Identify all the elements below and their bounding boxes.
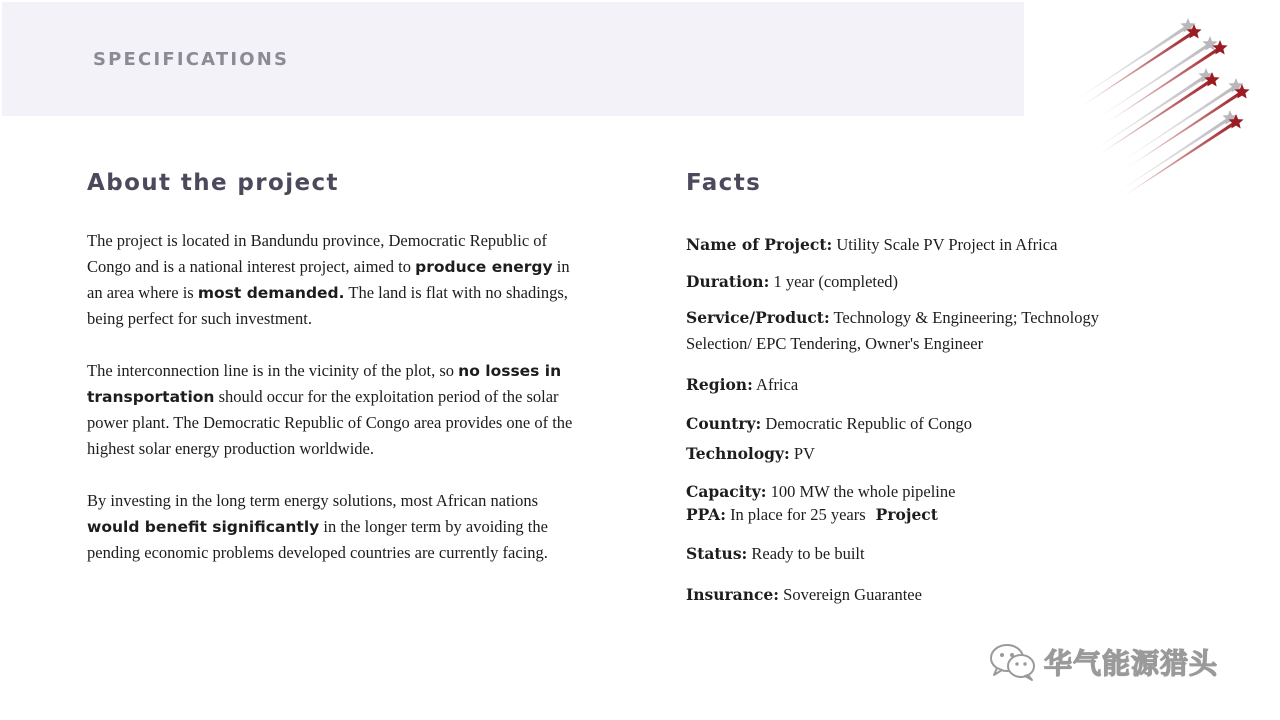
fact-status (686, 541, 865, 567)
fact-label: Country: (686, 414, 762, 433)
about-paragraph-2 (87, 358, 577, 462)
about-text: in the longer term by avoiding the pending economic problems developed countries are currently facing. (87, 517, 548, 562)
streak-tail (1068, 24, 1188, 105)
fact-value: Sovereign Guarantee (779, 585, 922, 604)
watermark (988, 640, 1218, 684)
fact-ppa (686, 502, 938, 528)
fact-label: Service/Product: (686, 308, 830, 327)
fact-name (686, 232, 1057, 258)
about-emphasis: produce energy (415, 258, 553, 276)
about-body (87, 228, 577, 592)
fact-label: Status: (686, 544, 748, 563)
about-title: About the project (87, 170, 339, 196)
about-text: in an area where is (87, 257, 570, 302)
fact-label: Name of Project: (686, 235, 833, 254)
fact-value: 1 year (completed) (769, 272, 899, 291)
about-paragraph-1 (87, 228, 577, 332)
fact-region (686, 372, 798, 398)
fact-technology (686, 441, 815, 467)
watermark-text: 华气能源猎头 (1044, 647, 1219, 680)
fact-duration (686, 269, 898, 295)
fact-label: Duration: (686, 272, 770, 291)
streak-tail (1074, 30, 1194, 111)
fact-value: In place for 25 years (725, 505, 866, 524)
fact-value: PV (789, 444, 815, 463)
fact-label: PPA: (686, 505, 726, 524)
fact-service (686, 305, 1099, 357)
fact-value: 100 MW the whole pipeline (766, 482, 956, 501)
streak-tail (1092, 78, 1212, 159)
about-emphasis: most demanded. (197, 284, 345, 302)
fact-value: Selection/ EPC Tendering, Owner's Engineer (686, 334, 984, 353)
facts-title: Facts (686, 170, 762, 196)
fact-value: Democratic Republic of Congo (761, 414, 973, 433)
fact-extra: Project (875, 505, 938, 524)
fact-label: Insurance: (686, 585, 780, 604)
fact-label: Capacity: (686, 482, 767, 501)
wechat-icon (988, 642, 1038, 682)
about-paragraph-3 (87, 488, 577, 566)
fact-insurance (686, 582, 922, 608)
about-emphasis: no losses in transportation (87, 362, 562, 406)
about-text: should occur for the exploitation period of the solar power plant. The Democratic Republic of Congo area provides one of the highest solar energy production worldwide. (87, 387, 573, 458)
about-text: The interconnection line is in the vicinity of the plot, so (87, 361, 459, 380)
shooting-stars-icon (1060, 14, 1265, 199)
fact-label: Technology: (686, 444, 790, 463)
about-text: The land is flat with no shadings, being perfect for such investment. (87, 283, 568, 328)
about-text: The project is located in Bandundu province, Democratic Republic of Congo and is a national interest project, aimed to (87, 231, 548, 276)
page-title: SPECIFICATIONS (93, 49, 290, 70)
fact-label: Region: (686, 375, 753, 394)
fact-value: Ready to be built (747, 544, 865, 563)
fact-country (686, 411, 972, 437)
fact-value: Africa (752, 375, 799, 394)
about-emphasis: would benefit significantly (87, 518, 320, 536)
about-text: By investing in the long term energy solutions, most African nations (87, 491, 539, 510)
fact-value: Technology & Engineering; Technology (829, 308, 1099, 327)
streak-tail (1090, 42, 1210, 123)
fact-value: Utility Scale PV Project in Africa (832, 235, 1058, 254)
